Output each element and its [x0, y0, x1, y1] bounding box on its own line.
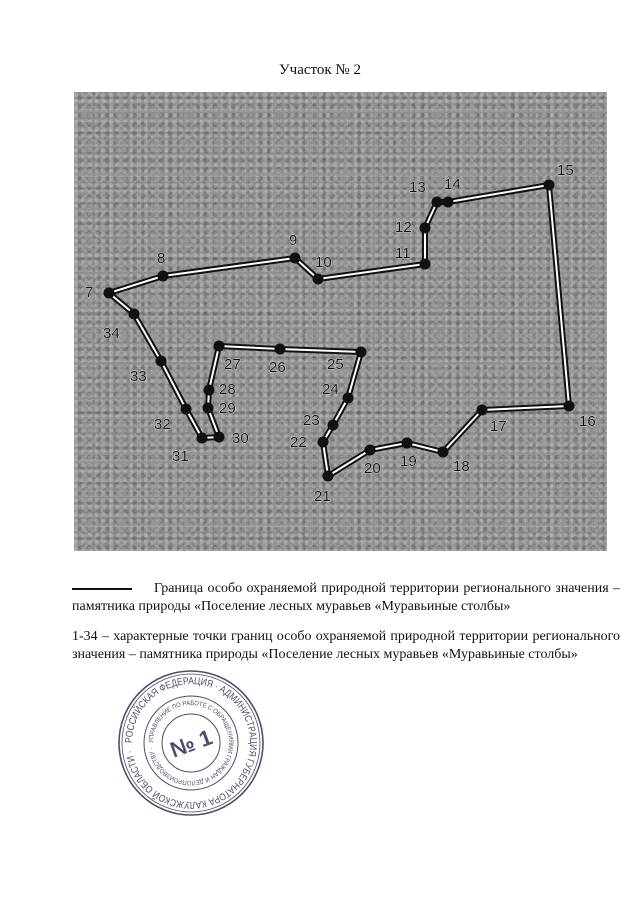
boundary-point-21 [323, 471, 334, 482]
point-label-30: 30 [232, 430, 249, 447]
point-label-10: 10 [315, 254, 332, 271]
official-stamp [114, 666, 268, 820]
point-label-24: 24 [322, 381, 339, 398]
point-label-14: 14 [444, 176, 461, 193]
boundary-point-19 [402, 438, 413, 449]
point-label-18: 18 [453, 458, 470, 475]
boundary-point-33 [156, 356, 167, 367]
boundary-point-29 [203, 403, 214, 414]
point-label-26: 26 [269, 359, 286, 376]
boundary-point-17 [477, 405, 488, 416]
point-label-23: 23 [303, 412, 320, 429]
boundary-map-svg [74, 92, 607, 551]
point-label-29: 29 [219, 400, 236, 417]
stamp-inner-text-path: УПРАВЛЕНИЕ ПО РАБОТЕ С ОБРАЩЕНИЯМИ ГРАЖДАН И ДЕЛОПРОИЗВОДСТВУ · [147, 699, 235, 787]
point-label-27: 27 [224, 356, 241, 373]
boundary-point-8 [158, 271, 169, 282]
legend-boundary-text: Граница особо охраняемой природной территории регионального значения – памятника природы «Поселение лесных муравьев «Муравьиные столбы» [72, 581, 620, 614]
boundary-point-18 [438, 447, 449, 458]
point-label-25: 25 [327, 356, 344, 373]
point-label-31: 31 [172, 448, 189, 465]
stamp-outer-text-path: РОССИЙСКАЯ ФЕДЕРАЦИЯ · АДМИНИСТРАЦИЯ ГУБЕРНАТОРА КАЛУЖСКОЙ ОБЛАСТИ · [123, 675, 259, 811]
boundary-point-27 [214, 341, 225, 352]
boundary-point-34 [129, 309, 140, 320]
boundary-point-24 [343, 393, 354, 404]
boundary-point-20 [365, 445, 376, 456]
point-label-15: 15 [557, 162, 574, 179]
point-label-8: 8 [157, 250, 166, 267]
point-label-9: 9 [289, 232, 298, 249]
boundary-point-26 [275, 344, 286, 355]
point-label-7: 7 [85, 284, 94, 301]
point-label-19: 19 [400, 453, 417, 470]
point-label-20: 20 [364, 460, 381, 477]
point-label-12: 12 [395, 219, 412, 236]
boundary-point-31 [197, 433, 208, 444]
boundary-point-14 [443, 197, 454, 208]
boundary-point-9 [290, 253, 301, 264]
point-label-21: 21 [314, 488, 331, 505]
stamp-number: № 1 [166, 724, 216, 763]
boundary-point-10 [313, 274, 324, 285]
boundary-point-32 [181, 404, 192, 415]
point-label-11: 11 [395, 245, 411, 262]
point-label-32: 32 [154, 416, 171, 433]
legend-points-text: 1-34 – характерные точки границ особо охраняемой природной территории регионального значения – памятника природы «Поселение лесных муравьев «Муравьиные столбы» [72, 629, 620, 662]
boundary-point-16 [564, 401, 575, 412]
point-label-28: 28 [219, 381, 236, 398]
point-label-33: 33 [130, 368, 147, 385]
boundary-point-30 [214, 432, 225, 443]
point-label-17: 17 [490, 418, 507, 435]
boundary-point-22 [318, 437, 329, 448]
boundary-point-7 [104, 288, 115, 299]
boundary-point-11 [420, 259, 431, 270]
boundary-point-23 [328, 420, 339, 431]
point-label-22: 22 [290, 434, 307, 451]
point-label-16: 16 [579, 413, 596, 430]
boundary-point-25 [356, 347, 367, 358]
boundary-point-12 [420, 223, 431, 234]
aerial-map [74, 92, 607, 551]
boundary-point-15 [544, 180, 555, 191]
point-label-13: 13 [409, 179, 426, 196]
boundary-point-13 [432, 197, 443, 208]
page-title: Участок № 2 [279, 62, 361, 78]
point-label-34: 34 [103, 325, 120, 342]
boundary-point-28 [204, 385, 215, 396]
